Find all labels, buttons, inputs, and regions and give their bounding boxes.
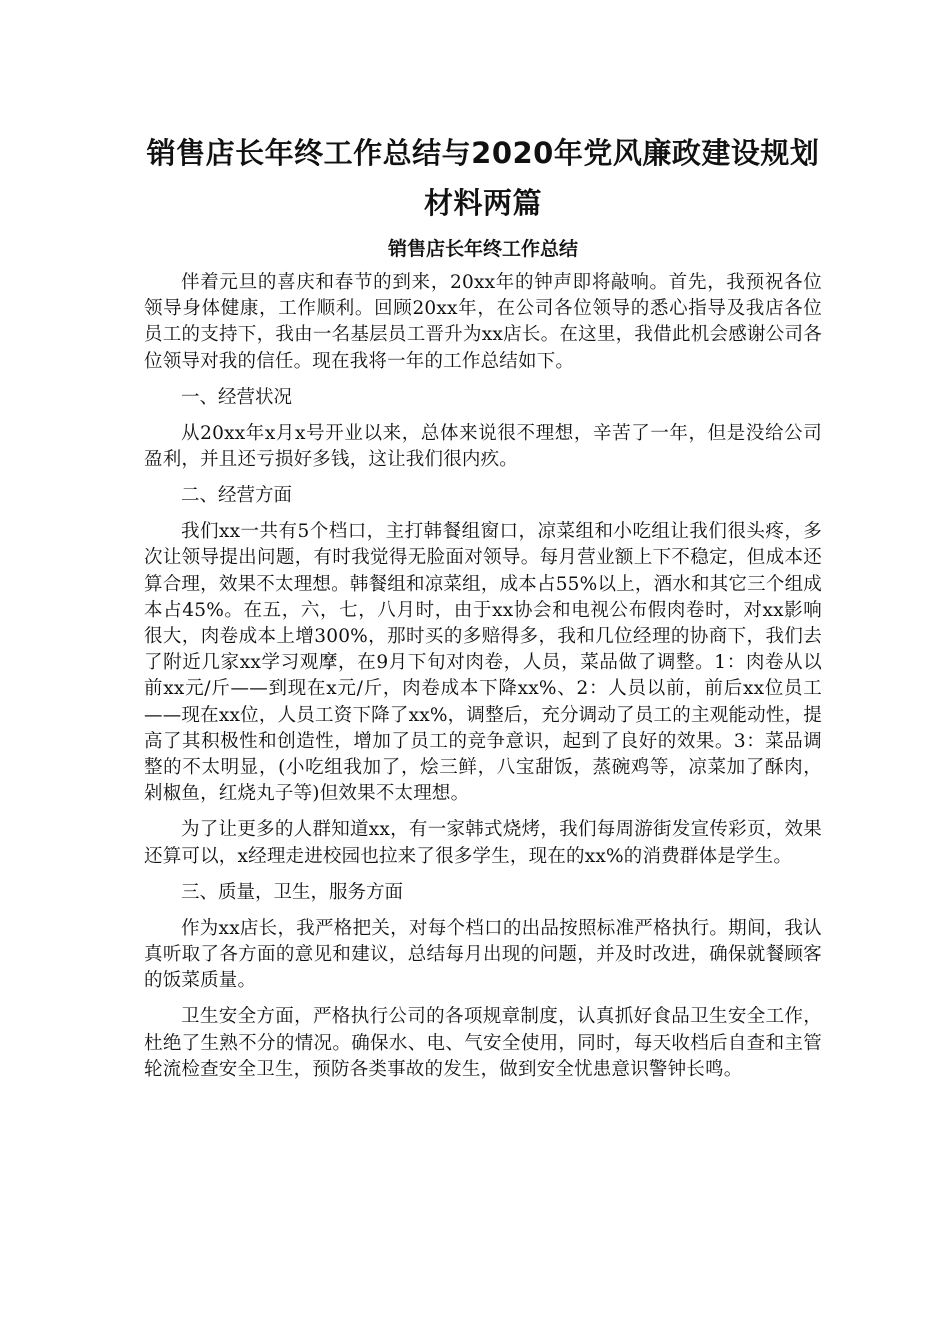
paragraph-hygiene-safety: 卫生安全方面，严格执行公司的各项规章制度，认真抓好食品卫生安全工作，杜绝了生熟不分的情况。确保水、电、气安全使用，同时，每天收档后自查和主管轮流检查安全卫生，预防各类事故的发生，做到安全忧患意识警钟长鸣。 bbox=[144, 1006, 822, 1080]
document-title-line-1: 销售店长年终工作总结与2020年党风廉政建设规划 bbox=[146, 136, 820, 170]
paragraph-promotion: 为了让更多的人群知道xx，有一家韩式烧烤，我们每周游街发宣传彩页，效果还算可以，x经理走进校园也拉来了很多学生，现在的xx%的消费群体是学生。 bbox=[144, 819, 822, 867]
paragraph-intro: 伴着元旦的喜庆和春节的到来，20xx年的钟声即将敲响。首先，我预祝各位领导身体健康，工作顺利。回顾20xx年，在公司各位领导的悉心指导及我店各位员工的支持下，我由一名基层员工晋升为xx店长。在这里，我借此机会感谢公司各位领导对我的信任。现在我将一年的工作总结如下。 bbox=[144, 272, 822, 372]
section-title: 销售店长年终工作总结 bbox=[387, 238, 578, 260]
paragraph-operations: 我们xx一共有5个档口，主打韩餐组窗口，凉菜组和小吃组让我们很头疼，多次让领导提出问题，有时我觉得无脸面对领导。每月营业额上下不稳定，但成本还算合理，效果不太理想。韩餐组和凉菜组，成本占55%以上，酒水和其它三个组成本占45%。在五，六，七，八月时，由于xx协会和电视公布假肉卷时，对xx影响很大，肉卷成本上增300%，那时买的多赔得多，我和几位经理的协商下，我们去了附近几家xx学习观摩，在9月下旬对肉卷，人员，菜品做了调整。1：肉卷从以前xx元/斤——到现在x元/斤，肉卷成本下降xx%、2：人员以前，前后xx位员工——现在xx位，人员工资下降了xx%，调整后，充分调动了员工的主观能动性，提高了其积极性和创造性，增加了员工的竞争意识，起到了良好的效果。3：菜品调整的不太明显，(小吃组我加了，烩三鲜，八宝甜饭，蒸碗鸡等，凉菜加了酥肉，剁椒鱼，红烧丸子等)但效果不太理想。 bbox=[144, 521, 822, 805]
heading-operating-status: 一、经营状况 bbox=[181, 386, 293, 408]
paragraph-quality: 作为xx店长，我严格把关，对每个档口的出品按照标准严格执行。期间，我认真听取了各方面的意见和建议，总结每月出现的问题，并及时改进，确保就餐顾客的饭菜质量。 bbox=[144, 917, 822, 992]
document-title bbox=[144, 128, 822, 228]
document-title-line-2: 材料两篇 bbox=[423, 186, 542, 220]
document-page bbox=[144, 128, 822, 1093]
heading-operations: 二、经营方面 bbox=[181, 485, 293, 507]
paragraph-operating-status: 从20xx年x月x号开业以来，总体来说很不理想，辛苦了一年，但是没给公司盈利，并且还亏损好多钱，这让我们很内疚。 bbox=[144, 422, 822, 471]
heading-quality-hygiene-service: 三、质量，卫生，服务方面 bbox=[181, 881, 404, 903]
